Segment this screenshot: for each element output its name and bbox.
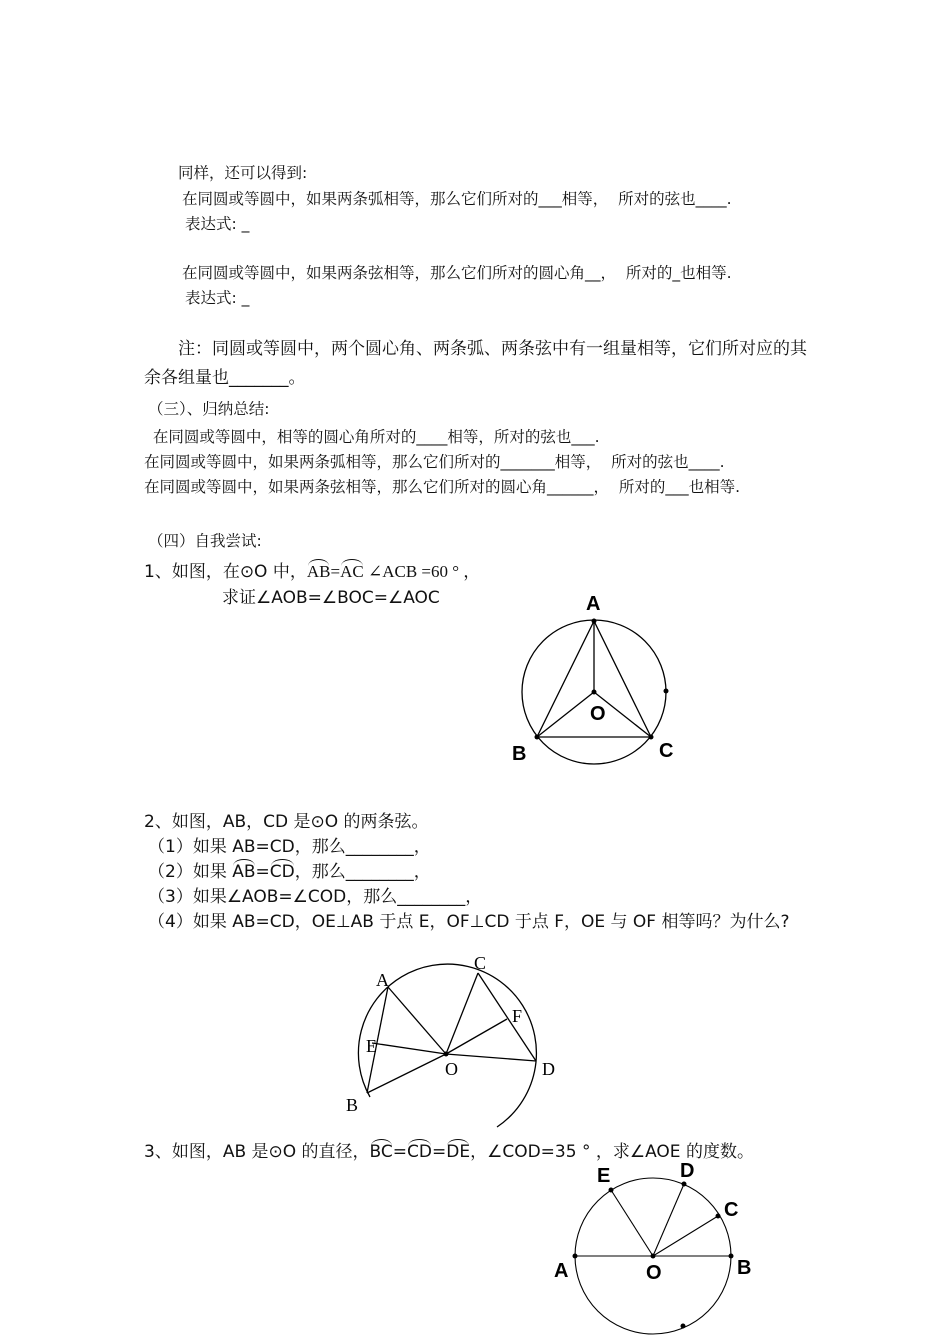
chord-expression: 表达式: _ xyxy=(185,289,250,307)
q2-part-2: （2）如果 AB=CD，那么________， xyxy=(148,862,431,882)
point-o xyxy=(592,690,597,695)
label-a: A xyxy=(554,1260,569,1282)
label-b: B xyxy=(737,1257,752,1279)
summary-line: 在同圆或等圆中，如果两条弦相等，那么它们所对的圆心角______， 所对的___也相等. xyxy=(144,478,741,496)
point-c xyxy=(649,735,654,740)
label-c: C xyxy=(474,953,487,973)
q1-prove: 求证∠AOB=∠BOC=∠AOC xyxy=(222,588,440,608)
q2-stem: 2、如图，AB，CD 是⊙O 的两条弦。 xyxy=(144,812,429,832)
label-b: B xyxy=(512,743,527,765)
practice-heading: （四）自我尝试: xyxy=(148,532,262,550)
q2-part-4: （4）如果 AB=CD，OE⊥AB 于点 E，OF⊥CD 于点 F，OE 与 OF 相等吗？为什么? xyxy=(148,912,790,932)
point-extra xyxy=(664,689,669,694)
label-b: B xyxy=(346,1095,359,1115)
note-line-2: 余各组量也_______。 xyxy=(144,368,306,388)
note-line-1: 注：同圆或等圆中，两个圆心角、两条弧、两条弦中有一组量相等，它们所对应的其 xyxy=(178,339,807,359)
point-b xyxy=(535,735,540,740)
label-o: O xyxy=(646,1262,662,1284)
label-o: O xyxy=(445,1059,458,1079)
label-d: D xyxy=(542,1059,555,1079)
q2-part-3: （3）如果∠AOB=∠COD，那么________， xyxy=(148,887,483,907)
summary-line: 在同圆或等圆中，相等的圆心角所对的____相等，所对的弦也___. xyxy=(148,428,600,446)
label-a: A xyxy=(586,593,601,615)
label-o: O xyxy=(590,703,606,725)
segment-bo xyxy=(537,692,594,737)
chord-rule-text: 在同圆或等圆中，如果两条弦相等，那么它们所对的圆心角__， 所对的_也相等. xyxy=(182,264,732,282)
label-c: C xyxy=(724,1199,739,1221)
q2-part-1: （1）如果 AB=CD，那么________， xyxy=(148,837,431,857)
summary-line: 在同圆或等圆中，如果两条弧相等，那么它们所对的_______相等， 所对的弦也____. xyxy=(144,453,725,471)
point-o xyxy=(444,1052,449,1057)
arc-expression: 表达式: _ xyxy=(185,215,250,233)
label-e: E xyxy=(597,1165,611,1187)
q1-stem: 1、如图，在⊙O 中，AB=AC ∠ACB =60 ° ， xyxy=(144,562,481,582)
summary-heading: （三）、归纳总结: xyxy=(148,400,270,418)
label-f: F xyxy=(512,1006,523,1026)
intro-text: 同样，还可以得到: xyxy=(178,164,308,182)
label-a: A xyxy=(376,970,389,990)
figure-3 xyxy=(573,1178,734,1334)
label-d: D xyxy=(680,1160,695,1182)
label-e: E xyxy=(366,1036,377,1056)
label-c: C xyxy=(659,740,674,762)
point-a xyxy=(592,619,597,624)
figure-1 xyxy=(522,619,669,765)
arc-rule-text: 在同圆或等圆中，如果两条弧相等，那么它们所对的___相等， 所对的弦也____. xyxy=(182,190,732,208)
q3-stem: 3、如图，AB 是⊙O 的直径，BC=CD=DE，∠COD=35 ° ，求∠AOE 的度数。 xyxy=(144,1142,754,1162)
